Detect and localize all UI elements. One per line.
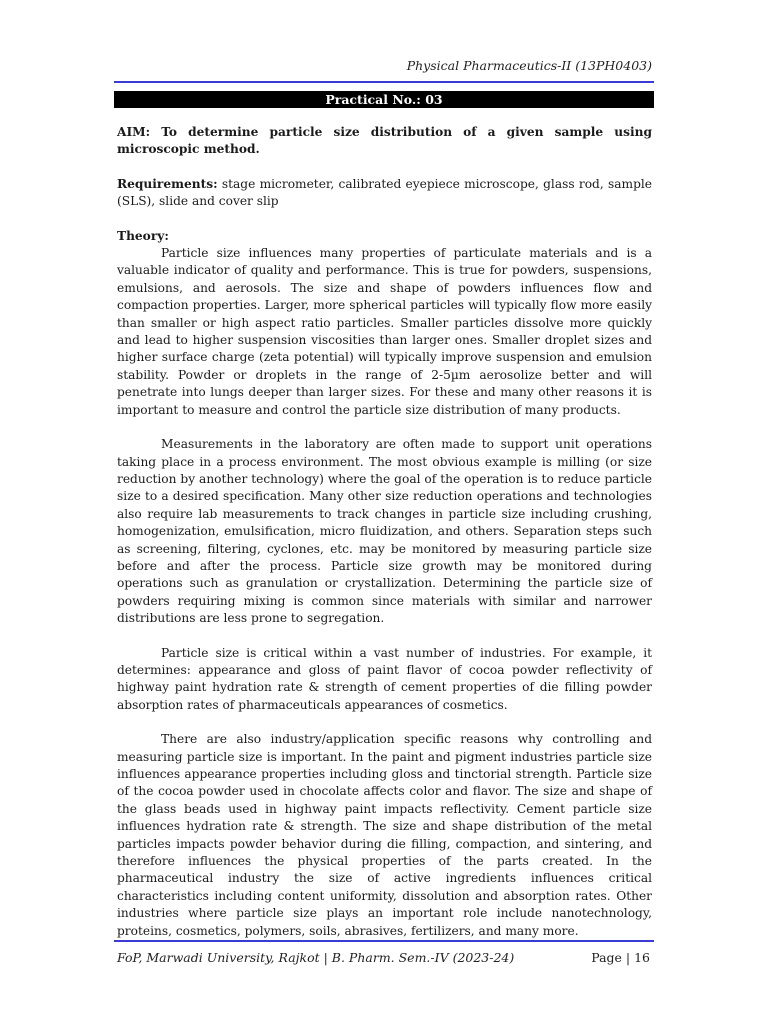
theory-paragraph-3: Particle size is critical within a vast number of industries. For example, it determines: appearance and gloss of paint flavor of cocoa powder reflectivity of highway paint hydration rate & strength of cement properties of die filling powder absorption rates of pharmaceuticals appearances of cosmetics. (117, 645, 652, 712)
main-content (117, 124, 652, 957)
aim-statement: AIM: To determine particle size distribution of a given sample using microscopic method. (117, 125, 652, 157)
course-header: Physical Pharmaceutics-II (13PH0403) (406, 58, 652, 73)
theory-paragraph-4: There are also industry/application specific reasons why controlling and measuring particle size is important. In the paint and pigment industries particle size influences appearance properties including gloss and tinctorial strength. Particle size of the cocoa powder used in chocolate affects color and flavor. The size and shape of the glass beads used in highway paint impacts reflectivity. Cement particle size influences hydration rate & strength. The size and shape distribution of the metal particles impacts powder behavior during die filling, compaction, and sintering, and therefore influences the physical properties of the parts created. In the pharmaceutical industry the size of active ingredients influences critical characteristics including content uniformity, dissolution and absorption rates. Other industries where particle size plays an important role include nanotechnology, proteins, cosmetics, polymers, soils, abrasives, fertilizers, and many more. (117, 732, 652, 938)
requirements (117, 176, 652, 211)
footer-divider (114, 940, 654, 942)
footer-institution: FoP, Marwadi University, Rajkot | B. Pharm. Sem.-IV (2023-24) (117, 950, 515, 965)
theory-heading: Theory: (117, 228, 169, 243)
header-divider (114, 81, 654, 83)
requirements-text: stage micrometer, calibrated eyepiece microscope, glass rod, sample (SLS), slide and cover slip (117, 176, 652, 209)
practical-title-bar: Practical No.: 03 (114, 91, 654, 108)
requirements-label: Requirements: (117, 176, 218, 191)
theory-paragraph-1: Particle size influences many properties of particulate materials and is a valuable indicator of quality and performance. This is true for powders, suspensions, emulsions, and aerosols. The size and shape of powders influences flow and compaction properties. Larger, more spherical particles will typically flow more easily than smaller or high aspect ratio particles. Smaller particles dissolve more quickly and lead to higher suspension viscosities than larger ones. Smaller droplet sizes and higher surface charge (zeta potential) will typically improve suspension and emulsion stability. Powder or droplets in the range of 2-5µm aerosolize better and will penetrate into lungs deeper than larger sizes. For these and many other reasons it is important to measure and control the particle size distribution of many products. (117, 246, 652, 417)
page-number: Page | 16 (591, 950, 650, 965)
theory-paragraph-2: Measurements in the laboratory are often made to support unit operations taking place in a process environment. The most obvious example is milling (or size reduction by another technology) where the goal of the operation is to reduce particle size to a desired specification. Many other size reduction operations and technologies also require lab measurements to track changes in particle size including crushing, homogenization, emulsification, micro fluidization, and others. Separation steps such as screening, filtering, cyclones, etc. may be monitored by measuring particle size before and after the process. Particle size growth may be monitored during operations such as granulation or crystallization. Determining the particle size of powders requiring mixing is common since materials with similar and narrower distributions are less prone to segregation. (117, 437, 652, 626)
